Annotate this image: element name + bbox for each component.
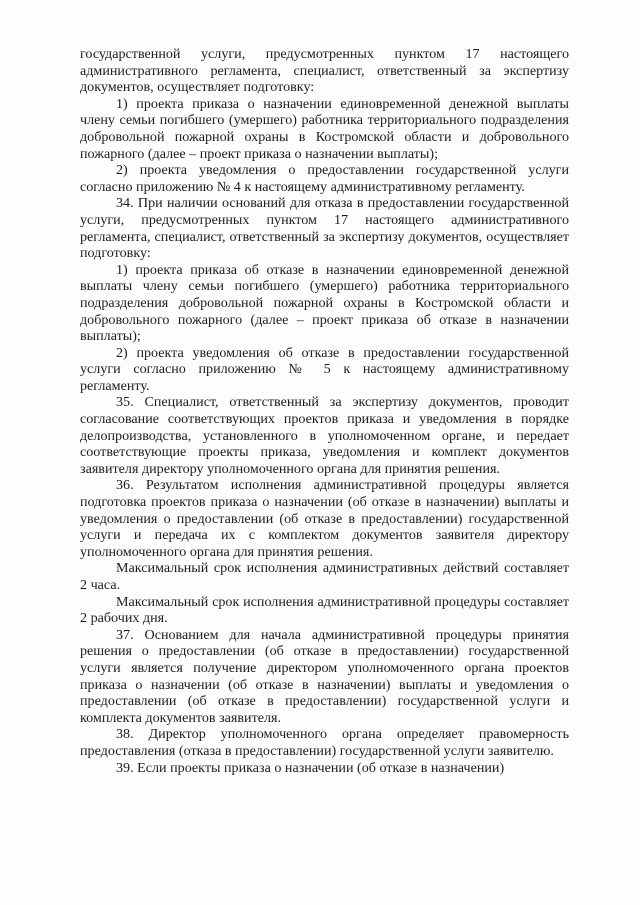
- paragraph-clause-35: 35. Специалист, ответственный за экспертизу документов, проводит согласование соответствующих проектов приказа и уведомления в порядке делопроизводства, установленного в уполномоченном органе, и передает соответствующие проекты приказа, уведомления и комплект документов заявителя директору уполномоченного органа для принятия решения.: [80, 394, 569, 477]
- paragraph-continuation: государственной услуги, предусмотренных пунктом 17 настоящего административного регламента, специалист, ответственный за экспертизу документов, осуществляет подготовку:: [80, 46, 569, 96]
- paragraph-clause-34: 34. При наличии оснований для отказа в предоставлении государственной услуги, предусмотренных пунктом 17 настоящего административного регламента, специалист, ответственный за экспертизу документов, осуществляет подготовку:: [80, 195, 569, 262]
- paragraph-item-refusal-order: 1) проекта приказа об отказе в назначении единовременной денежной выплаты члену семьи погибшего (умершего) работника территориального подразделения добровольной пожарной охраны в Костромской области и добровольного пожарного (далее – проект приказа об отказе в назначении выплаты);: [80, 261, 569, 345]
- paragraph-clause-37: 37. Основанием для начала административной процедуры принятия решения о предоставлении (об отказе в предоставлении) государственной услуги является получение директором уполномоченного органа проектов приказа о назначении (об отказе в назначении) выплаты и уведомления о предоставлении (об отказе в предоставлении) государственной услуги и комплекта документов заявителя.: [80, 626, 569, 726]
- paragraph-item-refusal-notice: 2) проекта уведомления об отказе в предоставлении государственной услуги согласно приложению № 5 к настоящему административному регламенту.: [80, 344, 569, 394]
- paragraph-clause-38: 38. Директор уполномоченного органа определяет правомерность предоставления (отказа в предоставлении) государственной услуги заявителю.: [80, 726, 569, 759]
- paragraph-max-term-procedure: Максимальный срок исполнения административной процедуры составляет 2 рабочих дня.: [80, 593, 569, 627]
- paragraph-clause-36: 36. Результатом исполнения административной процедуры является подготовка проектов приказа о назначении (об отказе в назначении) выплаты и уведомления о предоставлении (об отказе в предоставлении) государственной услуги и передача их с комплектом документов заявителя директору уполномоченного органа для принятия решения.: [80, 477, 569, 560]
- paragraph-item-appointment-order: 1) проекта приказа о назначении единовременной денежной выплаты члену семьи погибшего (умершего) работника территориального подразделения добровольной пожарной охраны в Костромской области и добровольного пожарного (далее – проект приказа о назначении выплаты);: [80, 95, 569, 162]
- paragraph-item-provision-notice: 2) проекта уведомления о предоставлении государственной услуги согласно приложению № 4 к настоящему административному регламенту.: [80, 162, 569, 195]
- paragraph-clause-39: 39. Если проекты приказа о назначении (об отказе в назначении): [116, 759, 505, 776]
- paragraph-max-term-actions: Максимальный срок исполнения административных действий составляет 2 часа.: [80, 560, 569, 593]
